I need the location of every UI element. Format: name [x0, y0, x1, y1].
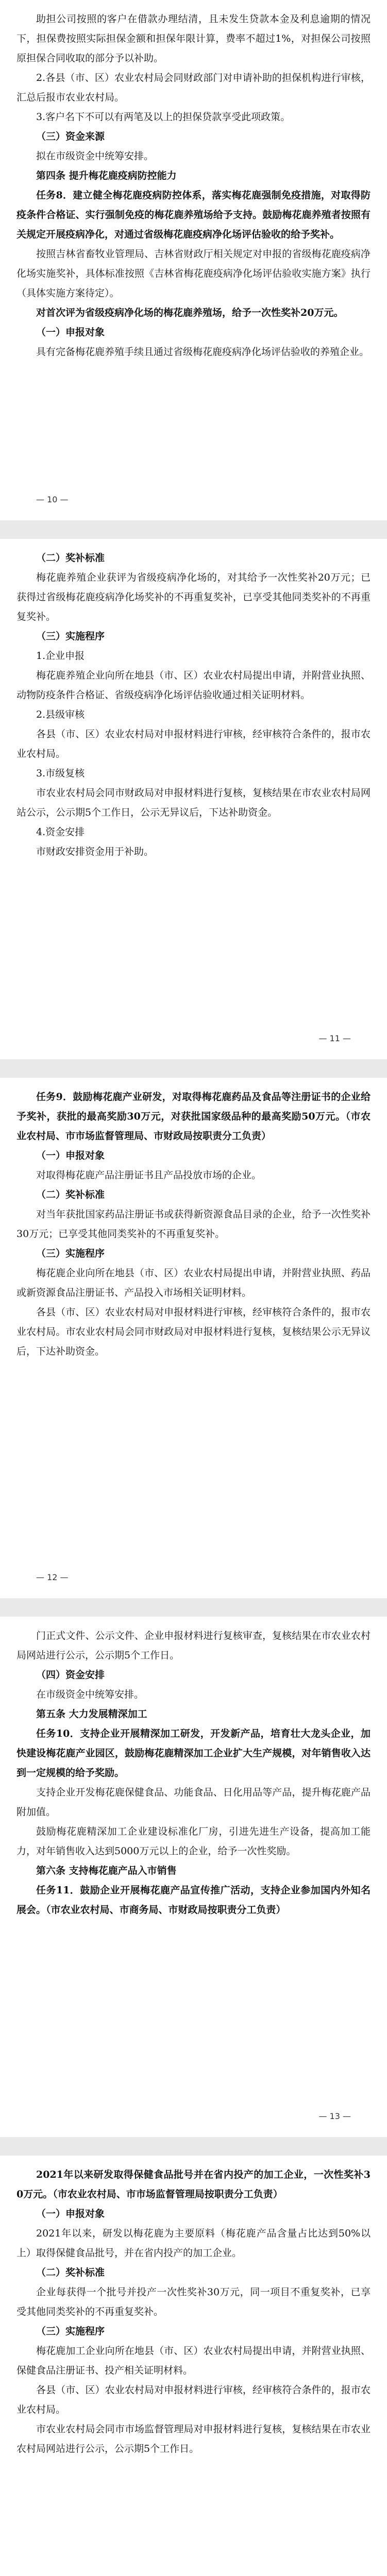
paragraph: 对首次评为省级疫病净化场的梅花鹿养殖场，给予一次性奖补20万元。	[36, 307, 344, 318]
paragraph: 3.市级复核	[36, 768, 85, 779]
page-number: — 13 —	[318, 2111, 351, 2121]
task-paragraph: 任务9．鼓励梅花鹿产业研发，对取得梅花鹿药品及食品等注册证书的企业给予奖补，获批的最高奖励30万元，对获批国家级品种的最高奖励50万元。（市农业农村局、市市场监督管理局、市财政局按职责分工负责）	[16, 1091, 371, 1142]
section-heading: （三）实施程序	[36, 2326, 105, 2337]
paragraph: 梅花鹿养殖企业向所在地县（市、区）农业农村局提出申请，并附营业执照、动物防疫条件合格证、省级疫病净化场评估验收通过相关证明材料。	[16, 670, 371, 701]
paragraph: 1.企业申报	[36, 650, 85, 662]
paragraph: 市财政安排资金用于补助。	[36, 846, 154, 857]
section-heading: （一）申报对象	[36, 327, 105, 338]
paragraph: 支持企业开发梅花鹿保健食品、功能食品、日化用品等产品，提升梅花鹿产品附加值。	[16, 1787, 371, 1818]
document-page	[0, 1617, 387, 2137]
paragraph: 梅花鹿企业向所在地县（市、区）农业农村局提出申请，并附营业执照、药品或新资源食品注册证书、产品投入市场相关证明材料。	[16, 1267, 371, 1298]
paragraph: 各县（市、区）农业农村局对申报材料进行审核，经审核符合条件的，报市农业农村局。市农业农村局会同市财政局对申报材料进行复核，复核结果公示无异议后，下达补助资金。	[16, 1307, 371, 1357]
page-gap	[0, 2137, 387, 2156]
document-page	[0, 539, 387, 1059]
paragraph: 鼓励梅花鹿精深加工企业建设标准化厂房，引进先进生产设备，提高加工能力，对年销售收入达到5000万元以上的企业，给予一次性奖励。	[16, 1826, 371, 1857]
document-page	[0, 2156, 387, 2576]
section-heading: （二）奖补标准	[36, 2267, 105, 2278]
page-gap	[0, 1059, 387, 1078]
section-heading: （三）资金来源	[36, 131, 105, 142]
paragraph: 梅花鹿加工企业向所在地县（市、区）农业农村局提出申请，并附营业执照、保健食品注册证书、投产相关证明材料。	[16, 2345, 371, 2376]
section-heading: （二）奖补标准	[36, 552, 105, 564]
paragraph: 4.资金安排	[36, 826, 85, 838]
paragraph: 对取得梅花鹿产品注册证书且产品投放市场的企业。	[36, 1170, 262, 1181]
paragraph: 按照吉林省畜牧业管理局、吉林省财政厅相关规定对申报的省级梅花鹿疫病净化场实施奖补，具体标准按照《吉林省梅花鹿疫病净化场评估验收实施方案》执行（具体实施方案待定）。	[16, 248, 371, 299]
section-heading: （三）实施程序	[36, 1248, 105, 1259]
task-paragraph: 任务10．支持企业开展精深加工研发，开发新产品，培育壮大龙头企业，加快建设梅花鹿产业园区，鼓励梅花鹿精深加工企业扩大生产规模，对年销售收入达到一定规模的给予奖励。	[16, 1728, 371, 1778]
section-heading: （四）资金安排	[36, 1669, 105, 1681]
paragraph: 2021年以来，研发以梅花鹿为主要原料（梅花鹿产品含量占比达到50%以上）取得保健食品批号，并在省内投产的加工企业。	[16, 2228, 371, 2259]
article-heading: 第四条 提升梅花鹿疫病防控能力	[36, 170, 177, 181]
page-number: — 12 —	[36, 1572, 69, 1582]
paragraph: 梅花鹿养殖企业获评为省级疫病净化场的，对其给予一次性奖补20万元；已获得过省级梅花鹿疫病净化场奖补的不再重复奖补，已享受其他同类奖补的不再重复奖补。	[16, 572, 371, 622]
section-heading: （一）申报对象	[36, 2208, 105, 2219]
page-number: — 11 —	[318, 1033, 351, 1043]
document-page	[0, 1078, 387, 1598]
paragraph: 拟在市级资金中统筹安排。	[36, 150, 154, 162]
page-gap	[0, 1598, 387, 1617]
task-paragraph: 任务11．鼓励企业开展梅花鹿产品宣传推广活动，支持企业参加国内外知名展会。（市农业农村局、市商务局、市财政局按职责分工负责）	[16, 1885, 371, 1916]
paragraph: 门正式文件、公示文件、企业申报材料进行复核审查，复核结果在市农业农村局网站进行公示，公示期5个工作日。	[16, 1630, 371, 1661]
paragraph: 企业每获得一个批号并投产一次性奖补30万元，同一项目不重复奖补，已享受其他同类奖补的不再重复奖补。	[16, 2286, 371, 2317]
paragraph: 2.县级审核	[36, 709, 85, 720]
paragraph: 市农业农村局会同市市场监督管理局对申报材料进行复核，复核结果在市农业农村局网站进行公示，公示期5个工作日。	[16, 2424, 371, 2454]
task-paragraph: 2021年以来研发取得保健食品批号并在省内投产的加工企业，一次性奖补30万元。（市农业农村局、市市场监督管理局按职责分工负责）	[16, 2169, 371, 2200]
paragraph: 各县（市、区）农业农村局对申报材料进行审核，经审核符合条件的，报市农业农村局。	[16, 728, 371, 759]
page-gap	[0, 520, 387, 539]
paragraph: 市农业农村局会同市财政局对申报材料进行复核，复核结果在市农业农村局网站公示，公示期5个工作日，公示无异议后，下达补助资金。	[16, 787, 371, 818]
document-page	[0, 0, 387, 520]
paragraph: 具有完备梅花鹿养殖手续且通过省级梅花鹿疫病净化场评估验收的养殖企业。	[36, 346, 369, 358]
article-heading: 第五条 大力发展精深加工	[36, 1708, 147, 1720]
paragraph: 2.各县（市、区）农业农村局会同财政部门对申请补助的担保机构进行审核，汇总后报市农业农村局。	[16, 72, 371, 103]
section-heading: （二）奖补标准	[36, 1189, 105, 1200]
page-number: — 10 —	[36, 495, 69, 504]
paragraph: 对当年获批国家药品注册证书或获得新资源食品目录的企业，给予一次性奖补30万元；已享受其他同类奖补的不再重复奖补。	[16, 1209, 371, 1240]
paragraph: 助担公司按照的客户在借款办理结清，且未发生贷款本金及利息逾期的情况下，担保费按照实际担保金额和担保年限计算，费率不超过1%，对担保公司按照原担保合同收取的部分予以补助。	[16, 13, 371, 64]
task-paragraph: 任务8．建立健全梅花鹿疫病防控体系，落实梅花鹿强制免疫措施，对取得防疫条件合格证、实行强制免疫的梅花鹿养殖场给予支持。鼓励梅花鹿养殖者按照有关规定开展疫病净化，对通过省级梅花鹿疫病净化场评估验收的给予奖补。	[16, 190, 371, 240]
paragraph: 3.客户名下不可以有两笔及以上的担保贷款享受此项政策。	[36, 111, 291, 123]
section-heading: （一）申报对象	[36, 1150, 105, 1161]
article-heading: 第六条 支持梅花鹿产品入市销售	[36, 1865, 177, 1876]
section-heading: （三）实施程序	[36, 631, 105, 642]
paragraph: 各县（市、区）农业农村局对申报材料进行审核，经审核符合条件的，报市农业农村局。	[16, 2384, 371, 2415]
paragraph: 在市级资金中统筹安排。	[36, 1689, 144, 1700]
